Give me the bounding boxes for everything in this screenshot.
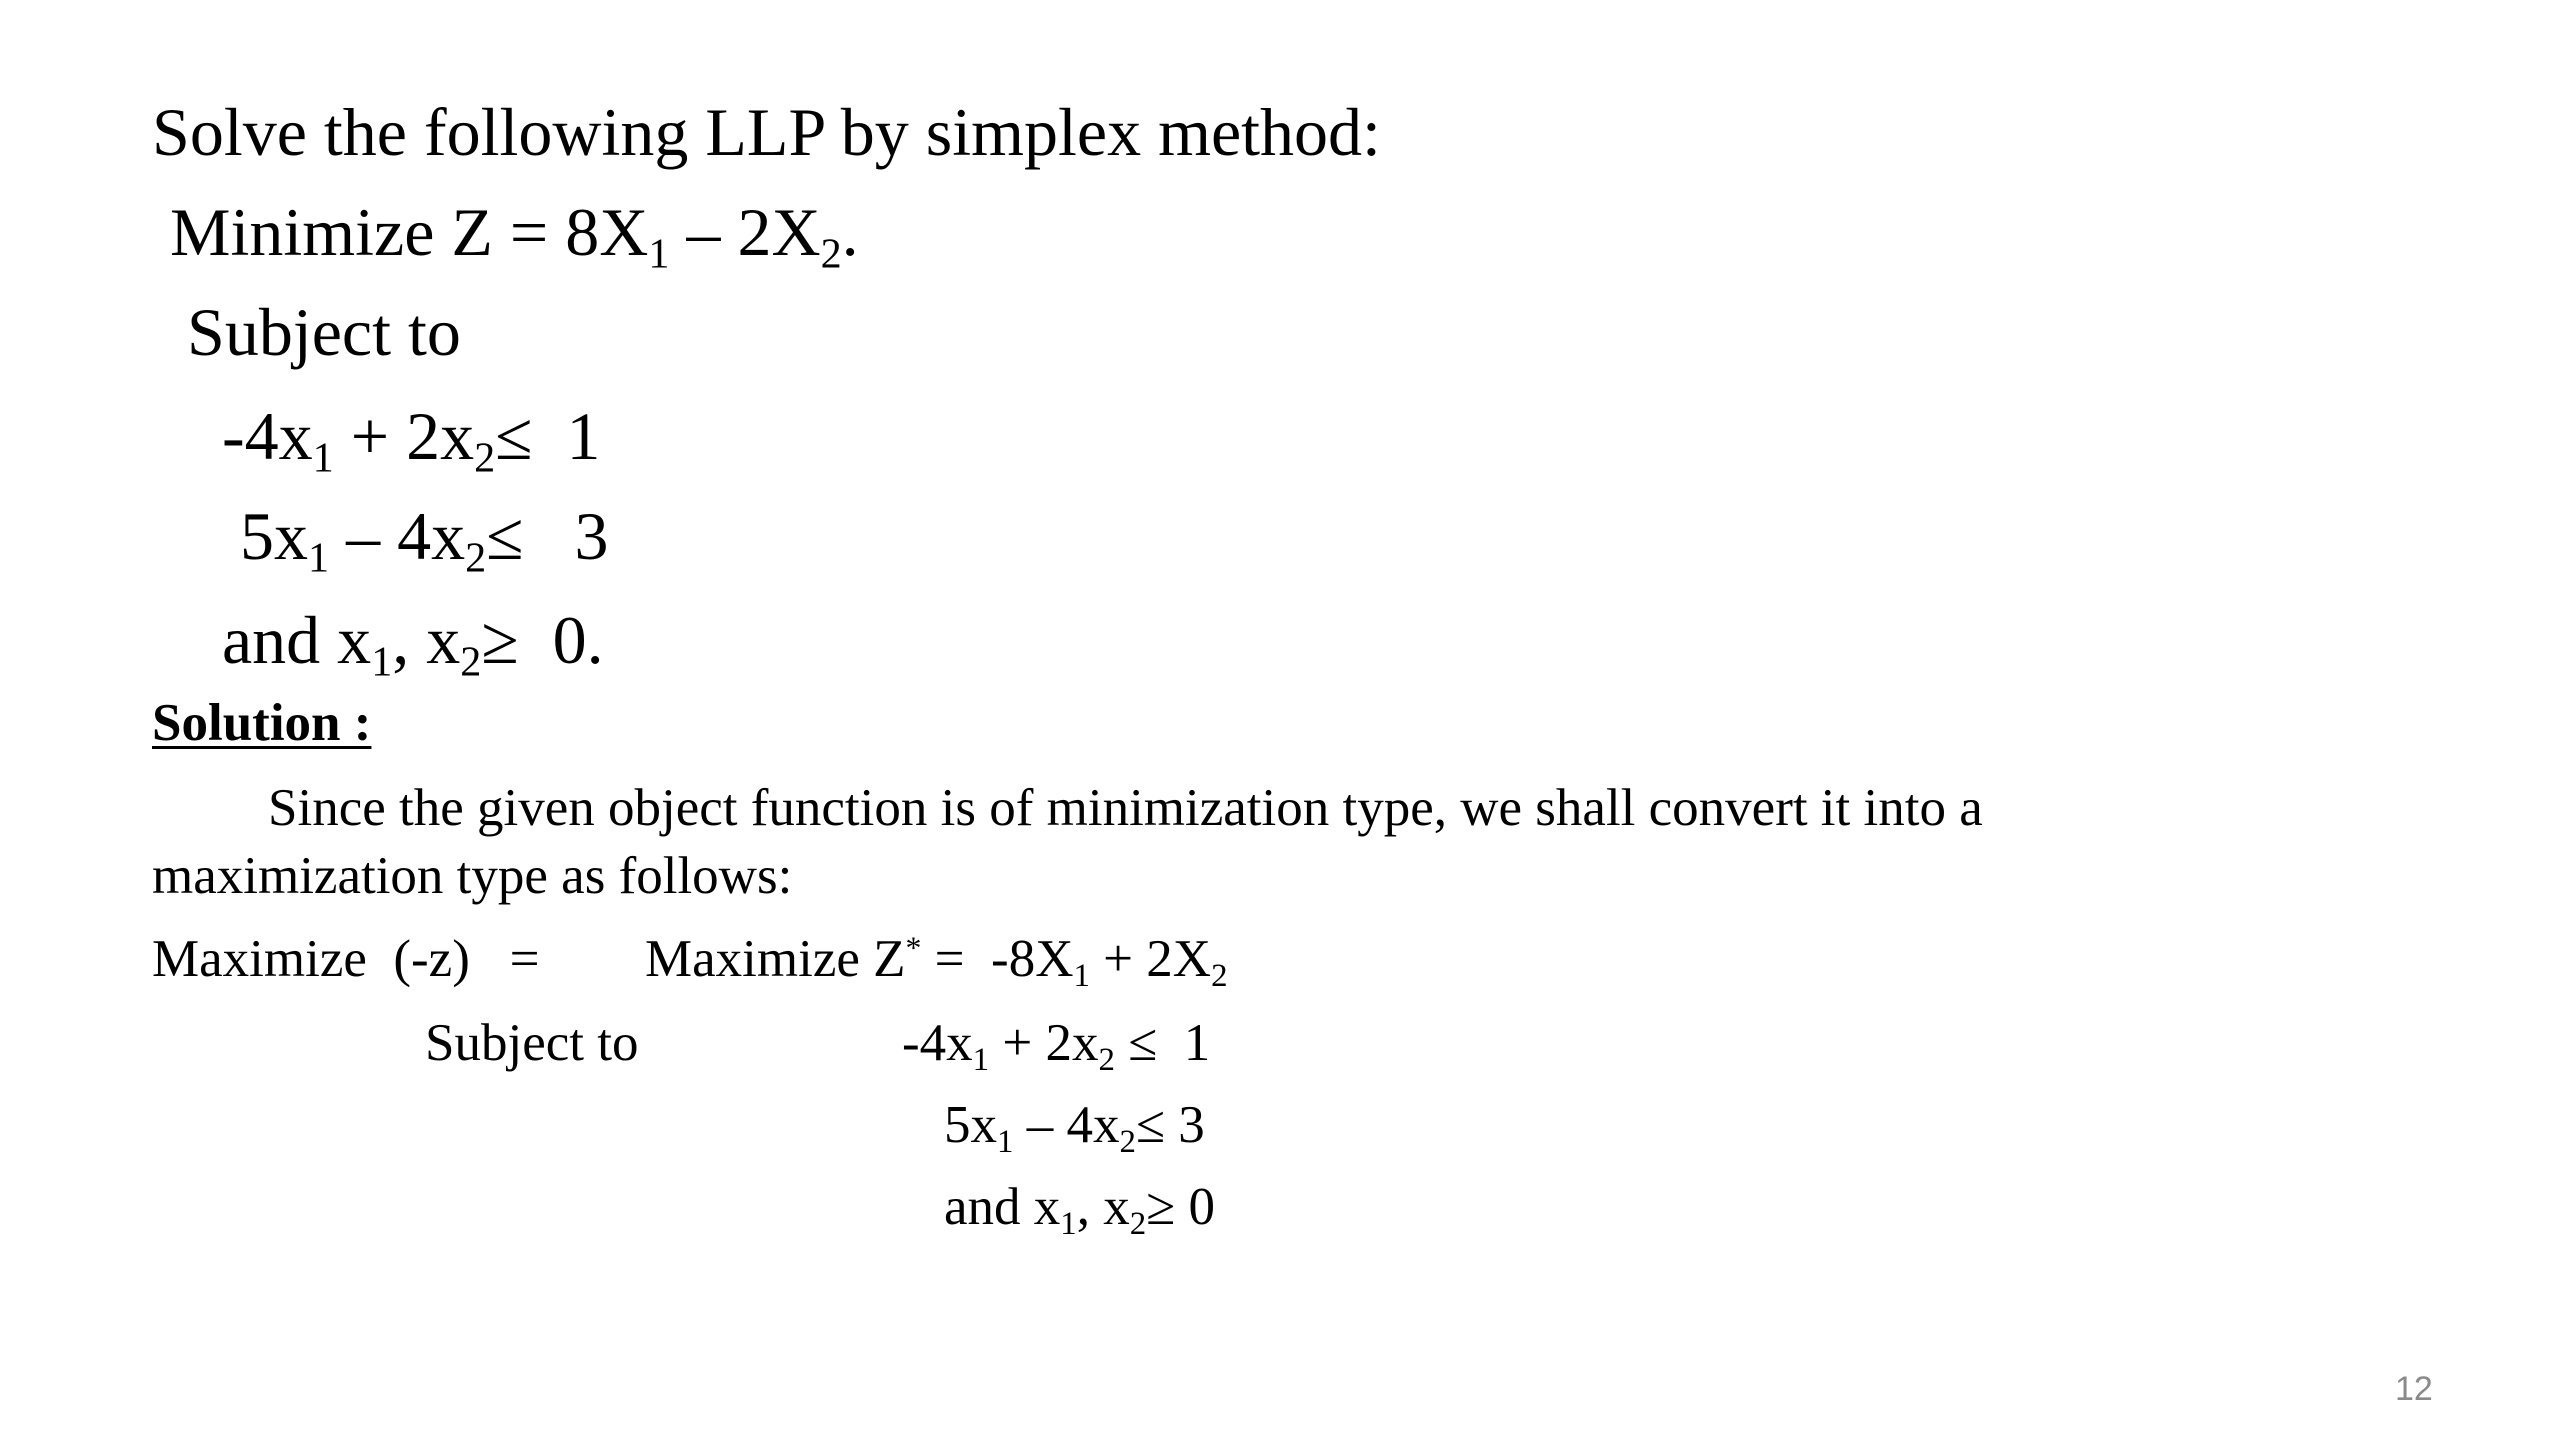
- maximize-neg-z: Maximize (-z) =: [152, 930, 540, 988]
- solution-non-negativity: and $x_1$, $x_2\ge 0$: [944, 1178, 1215, 1242]
- solution-constraint-1: $-4x_1 + 2x_2 \le 1$: [902, 1014, 1211, 1078]
- objective-function: Minimize $Z = 8X_1 - 2X_2$.: [170, 194, 859, 278]
- solution-subject-to: Subject to: [425, 1014, 639, 1072]
- solution-constraint-2: $5x_1 - 4x_2\le 3$: [944, 1096, 1205, 1160]
- subject-to-label: Subject to: [187, 294, 461, 370]
- constraint-2: $5x_1 - 4x_2\le 3$: [240, 498, 609, 582]
- problem-heading: Solve the following LLP by simplex method:: [152, 94, 1381, 170]
- solution-label: Solution :: [152, 694, 372, 752]
- non-negativity-constraint: and $x_1$, $x_2\ge 0$.: [222, 602, 604, 686]
- constraint-1: $-4x_1 + 2x_2\le 1$: [222, 398, 601, 482]
- maximize-z-star: Maximize $Z^* = -8X_1 + 2X_2$: [645, 930, 1228, 994]
- solution-paragraph-line-2: maximization type as follows:: [152, 847, 793, 905]
- page-number: 12: [2395, 1370, 2433, 1408]
- solution-paragraph-line-1: Since the given object function is of minimization type, we shall convert it into a: [268, 779, 1983, 837]
